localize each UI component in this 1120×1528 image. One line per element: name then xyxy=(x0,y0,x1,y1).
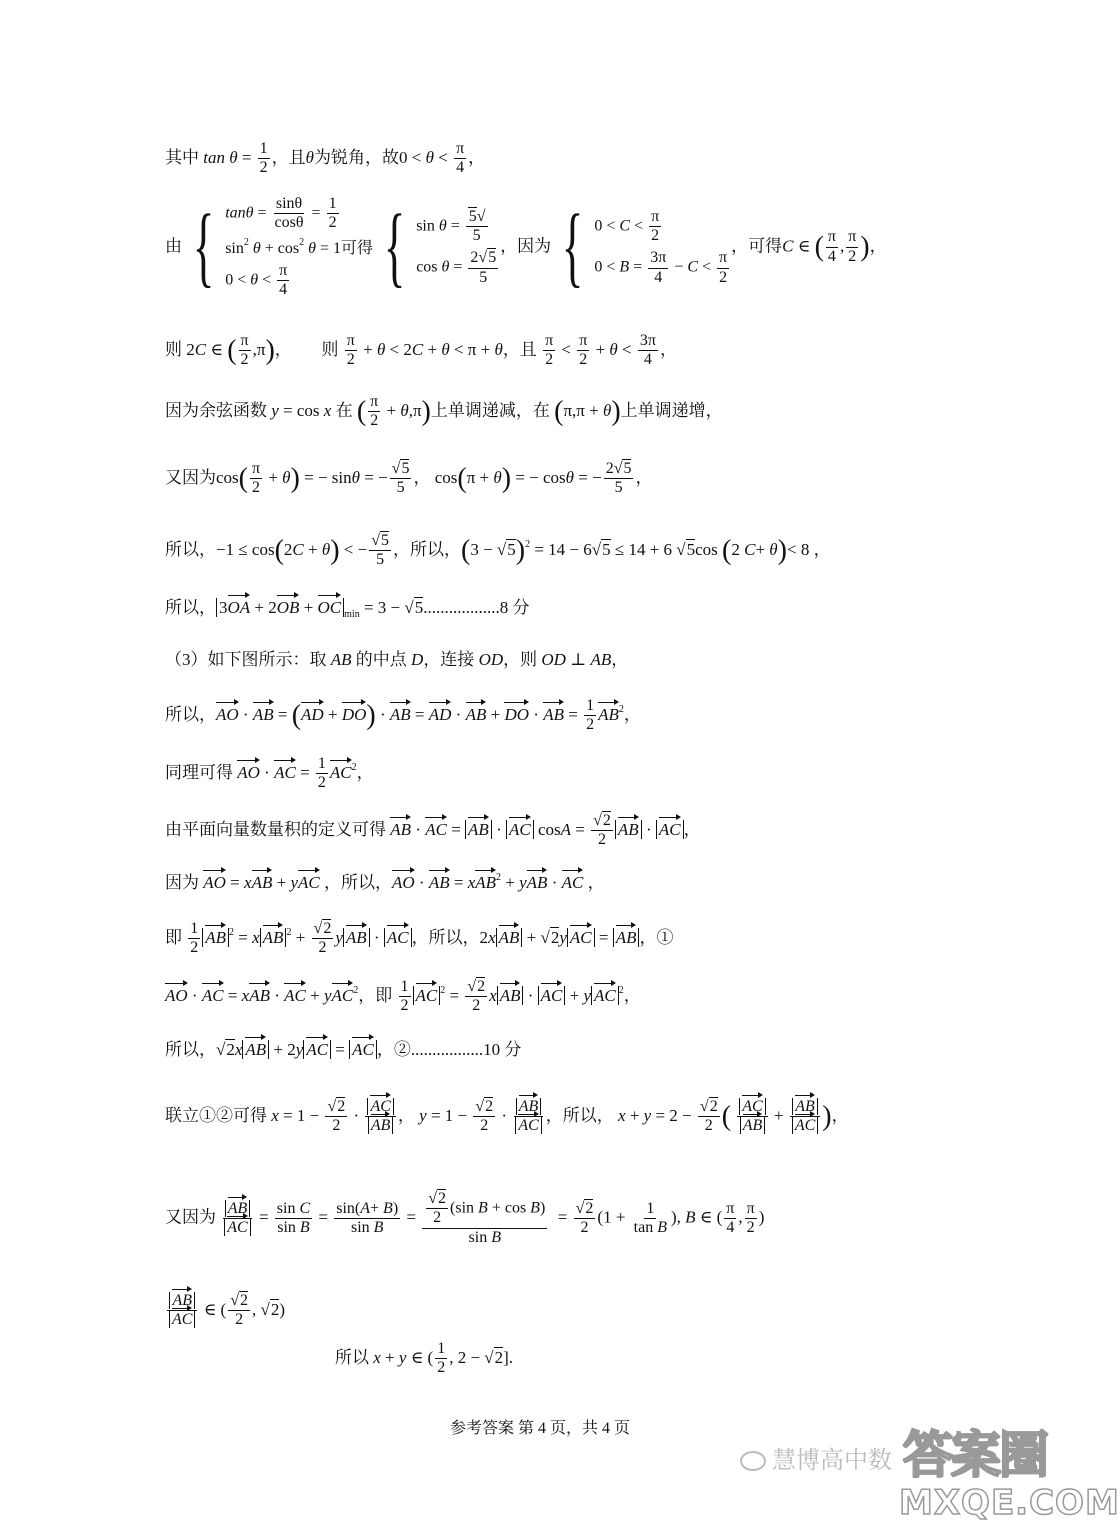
line-18: $\frac{AB}{AC}$ ∈ ( $\frac{√2}{2}$ , √2) xyxy=(165,1292,285,1330)
line-3: 则 2C ∈ ( $\frac{\pi}{2}$ ,π)， 则 $\frac{\pi}{2}$ + θ < 2C + θ < π + θ，且 $\frac{\pi}{2}$ < $\frac{\pi}{2}$ + θ < $\frac{3\pi}{4}$ ， xyxy=(165,332,677,369)
line-10: 同理可得 AO · AC = $\frac{1}{2}$ $AC^2$， xyxy=(165,755,374,792)
wechat-watermark xyxy=(740,1440,892,1475)
line-6: 所以，−1 ≤ cos(2C + θ) < − $\frac{√5}{5}$ ，所以，$(3 - √5)^2 = 14 - 6√5 \le 14 + 6$ √5cos (2 C+ θ)< 8 ， xyxy=(165,532,831,569)
line-5: 又因为cos( $\frac{\pi}{2}$ + θ) = − sinθ = − $\frac{√5}{5}$ ， cos(π + θ) = − cosθ = − $\frac{2√5}{5}$ ， xyxy=(165,460,653,497)
line-12: 因为 AO = xAB + yAC ，所以，AO · AB = xAB$^2$ + yAB · AC ， xyxy=(165,872,605,892)
line-16: 联立①②可得 x = 1 − $\frac{√2}{2}$ · $\frac{AC}{AB}$ ， y = 1 − $\frac{√2}{2}$ · $\frac{AB}{AC}$ ，所以， x + y = 2 − $\frac{√2}{2}$ ( $\frac{AC}{AB}$ + $\frac{AB}{AC}$ )， xyxy=(165,1098,849,1135)
line-14: AO · AC = xAB · AC + yAC$^2$，即 $\frac{1}{2}$ AC $^2$ = $\frac{√2}{2}$ x AB · AC + y AC $^2$， xyxy=(165,978,641,1015)
line-1: 其中 tan θ = $\frac{1}{2}$ ，且θ为锐角，故0 < θ < $\frac{\pi}{4}$ ， xyxy=(165,140,486,177)
logo-top-text: 答案圈 xyxy=(903,1426,1047,1484)
line-11: 由平面向量数量积的定义可得 AB · AC = AB · AC cosA = $\frac{√2}{2}$ AB · AC ， xyxy=(165,812,701,849)
line-2-system: 由 { tanθ = $\frac{\sin\theta}{\cos\theta}$ = $\frac{1}{2}$ $\sin^2 \theta + \cos^2 \theta = 1$可得 0 < θ < $\frac{\pi}{4}$ { sin θ = $\frac{5√}{5}$ cos θ = $\frac{2√5}{5}$ ，因为 { 0 < C < $\frac{\pi}{2}$ 0 < B = $\frac{3\pi}{4}$ − C < $\frac{\pi}{2}$ ，可得C ∈ ( $\frac{\pi}{4}$ , $\frac{\pi}{2}$ )， xyxy=(165,195,887,299)
line-19: 所以 x + y ∈ ( $\frac{1}{2}$ , 2 − √2]. xyxy=(335,1340,514,1377)
logo-bottom-text: MXQE.COM xyxy=(899,1483,1120,1523)
page-footer: 参考答案 第 4 页，共 4 页 xyxy=(449,1420,630,1437)
wechat-icon xyxy=(740,1451,766,1471)
watermark-text: 慧博高中数 xyxy=(772,1446,892,1474)
line-9: 所以，AO · AB = (AD + DO) · AB = AD · AB + DO · AB = $\frac{1}{2}$ $AB^2$， xyxy=(165,697,641,734)
line-13: 即 $\frac{1}{2}$ AB $^2$ = x AB $^2$ + $\frac{√2}{2}$ y AB · AC ，所以，2x AB + √2y AC = AB ，① xyxy=(165,920,674,957)
line-15: 所以，√2x AB + 2y AC = AC ，②.................10 分 xyxy=(165,1040,522,1059)
line-4: 因为余弦函数 y = cos x 在 ( $\frac{\pi}{2}$ + θ,π)上单调递减，在 (π,π + θ)上单调递增， xyxy=(165,393,723,430)
line-7: 所以， 3OA + 2OB + OC $_{min}$ = 3 − √5..................8 分 xyxy=(165,598,530,620)
site-logo xyxy=(895,1415,1120,1528)
line-8: （3）如下图所示：取 AB 的中点 D，连接 OD，则 OD ⊥ AB， xyxy=(165,650,629,669)
line-17: 又因为 $\frac{AB}{AC}$ = $\frac{\text{sin C}}{\text{sin B}}$ = $\frac{\sin(A+ B)}{\text{sin B}}$ = $\frac{√2}{2}$ (sin B + cos B) sin B = $\frac{√2}{2}$ (1 + $\frac{1}{\text{tan B}}$ ), B ∈ ( $\frac{\pi}{4}$ , $\frac{\pi}{2}$ ) xyxy=(165,1190,765,1246)
